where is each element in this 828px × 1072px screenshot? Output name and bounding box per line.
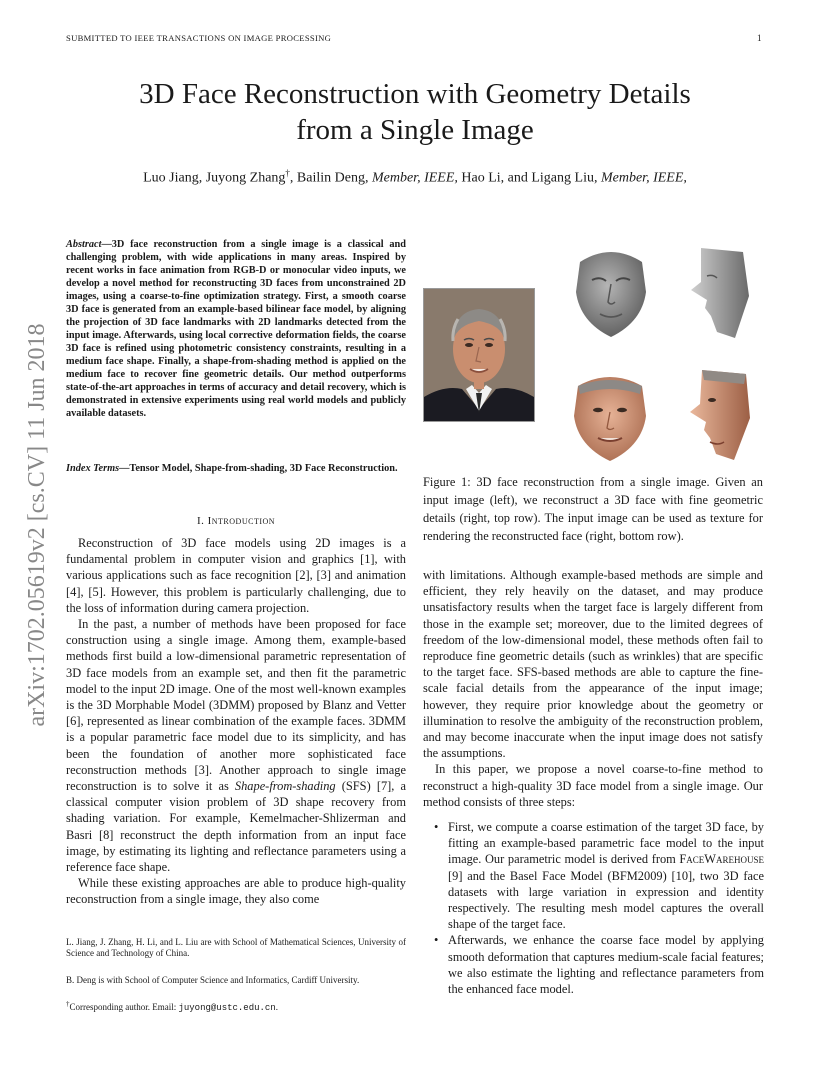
- intro-p2-italic: Shape-from-shading: [234, 779, 336, 794]
- footnote-text: Corresponding author. Email:: [69, 1002, 179, 1012]
- bullet-1-dataset: FaceWarehouse: [679, 852, 764, 867]
- author-list: [60, 168, 770, 187]
- textured-face-front: [570, 370, 650, 467]
- footnote-end: .: [275, 1002, 278, 1012]
- dagger-mark: †: [285, 168, 290, 178]
- section-title: Introduction: [207, 515, 276, 527]
- bullet-1-start: First, we compute a coarse estimation of the target 3D face, by fitting an example-based parametric face model to the input image. Our parametric model is derived from: [448, 820, 764, 867]
- input-face-photo: [423, 288, 535, 422]
- authors-part-3: Hao Li, and Ligang Liu,: [457, 170, 601, 186]
- abstract-label: Abstract: [66, 239, 102, 250]
- intro-right-column: [423, 567, 763, 810]
- intro-paragraph-2: [66, 616, 406, 875]
- authors-part-1: Luo Jiang, Juyong Zhang: [143, 170, 286, 186]
- page-number: 1: [757, 33, 762, 43]
- intro-p2-start: In the past, a number of methods have been proposed for face construction using a single image. Among them, example-based methods first build a low-dimensional parametric representation of 3D face models from an example set, and then fit the parametric model to the input 2D image. One of the most well-known examples is the 3D Morphable Model (3DMM) proposed by Blanz and Vetter [6], represented as linear combination of the example faces. 3DMM is a popular parametric face model due to its simplicity, and has been the foundation of another more sophisticated face reconstruction methods [3]. Another approach to single image reconstruction is to solve it as: [66, 617, 406, 794]
- geometry-face-front: [572, 244, 650, 343]
- footnote-dagger: †: [66, 1000, 70, 1008]
- member-ieee-1: Member, IEEE,: [371, 170, 458, 186]
- title-line-1: 3D Face Reconstruction with Geometry Details: [139, 78, 691, 110]
- section-number: I.: [196, 515, 205, 527]
- intro-p2-end: (SFS) [7], a classical computer vision problem of 3D shape recovery from shading variation. For example, Kemelmacher-Shlizerman and Basri [8] reconstruct the depth information from an input face image, by estimating its lighting and reflectance parameters using a reference face shape.: [66, 779, 406, 875]
- authors-part-2: , Bailin Deng,: [289, 170, 372, 186]
- footnote-affiliation-2: B. Deng is with School of Computer Science and Informatics, Cardiff University.: [66, 975, 360, 985]
- textured-face-side: [684, 366, 752, 467]
- abstract: [66, 238, 406, 420]
- arxiv-sidebar: [22, 290, 52, 760]
- intro-paragraph-1: Reconstruction of 3D face models using 2D images is a fundamental problem in computer vision and graphics [1], with various applications such as face recognition [2], [3] and animation [4], [5]. However, this problem is particularly challenging, due to the loss of information during camera projection.: [66, 536, 406, 615]
- email-link[interactable]: juyong@ustc.edu.cn: [178, 1003, 276, 1013]
- portrait-image: [424, 289, 534, 421]
- right-paragraph-1: with limitations. Although example-based methods are simple and efficient, they rely heavily on the dataset, and may produce unsatisfactory results when the target face is largely different from those in the example set; moreover, due to the limited degrees of freedom of the low-dimensional model, these methods often fail to reproduce fine geometric details (such as wrinkles) that are specific to the target face. SFS-based methods are able to capture the fine-scale facial details from the appearance of the input image; however, they require prior knowledge about the geometry or illumination to resolve the ambiguity of the reconstruction problem, and may become inaccurate when the input image does not satisfy the assumptions.: [423, 568, 763, 761]
- geometry-face-side: [683, 246, 751, 345]
- bullet-1-end: [9] and the Basel Face Model (BFM2009) [10], two 3D face datasets with large variation in expression and identity respectively. The resulting mesh model captures the overall shape of the target face.: [448, 868, 764, 932]
- contribution-list: [430, 819, 764, 997]
- right-paragraph-2: In this paper, we propose a novel coarse-to-fine method to reconstruct a high-quality 3D face model from a single image. Our method consists of three steps:: [423, 762, 763, 809]
- title-line-2: from a Single Image: [296, 114, 534, 146]
- member-ieee-2: Member, IEEE,: [600, 170, 687, 186]
- footnote-corresponding: [66, 999, 406, 1014]
- running-head: SUBMITTED TO IEEE TRANSACTIONS ON IMAGE PROCESSING: [66, 33, 332, 43]
- index-terms-text: —Tensor Model, Shape-from-shading, 3D Face Reconstruction.: [119, 463, 398, 474]
- index-terms: [66, 462, 406, 475]
- list-item: [448, 819, 764, 932]
- list-item: • Afterwards, we enhance the coarse face model by applying smooth deformation that captures medium-scale facial features; we also estimate the lighting and reflectance parameters from the enhanced face model.: [448, 932, 764, 997]
- footnote-affiliation-1: L. Jiang, J. Zhang, H. Li, and L. Liu are with School of Mathematical Sciences, University of Science and Technology of China.: [66, 937, 406, 958]
- paper-title: [60, 76, 770, 148]
- arxiv-identifier: arXiv:1702.05619v2 [cs.CV] 11 Jun 2018: [24, 323, 50, 727]
- section-heading: [66, 515, 406, 527]
- intro-paragraph-3: While these existing approaches are able to produce high-quality reconstruction from a single image, they also come: [66, 876, 406, 907]
- index-terms-label: Index Terms: [66, 463, 120, 474]
- abstract-text: —3D face reconstruction from a single image is a classical and challenging problem, with wide applications in many areas. Inspired by recent works in face animation from RGB-D or monocular video inputs, we develop a novel method for reconstructing 3D faces from unconstrained 2D images, using a coarse-to-fine optimization strategy. First, a smooth coarse 3D face is generated from an example-based bilinear face model, by aligning the projection of 3D face landmarks with 2D landmarks detected from the input image. Afterwards, using local corrective deformation fields, the coarse 3D face is refined using photometric consistency constraints, resulting in a medium face shape. Finally, a shape-from-shading method is applied on the medium face to recover fine geometric details. Our method outperforms state-of-the-art approaches in terms of accuracy and detail recovery, which is demonstrated in extensive experiments using real world models and publicly available datasets.: [66, 239, 406, 419]
- figure-caption: Figure 1: 3D face reconstruction from a single image. Given an input image (left), we reconstruct a 3D face with fine geometric details (right, top row). The input image can be used as texture for rendering the reconstructed face (right, bottom row).: [423, 475, 763, 543]
- intro-left-column: [66, 535, 406, 908]
